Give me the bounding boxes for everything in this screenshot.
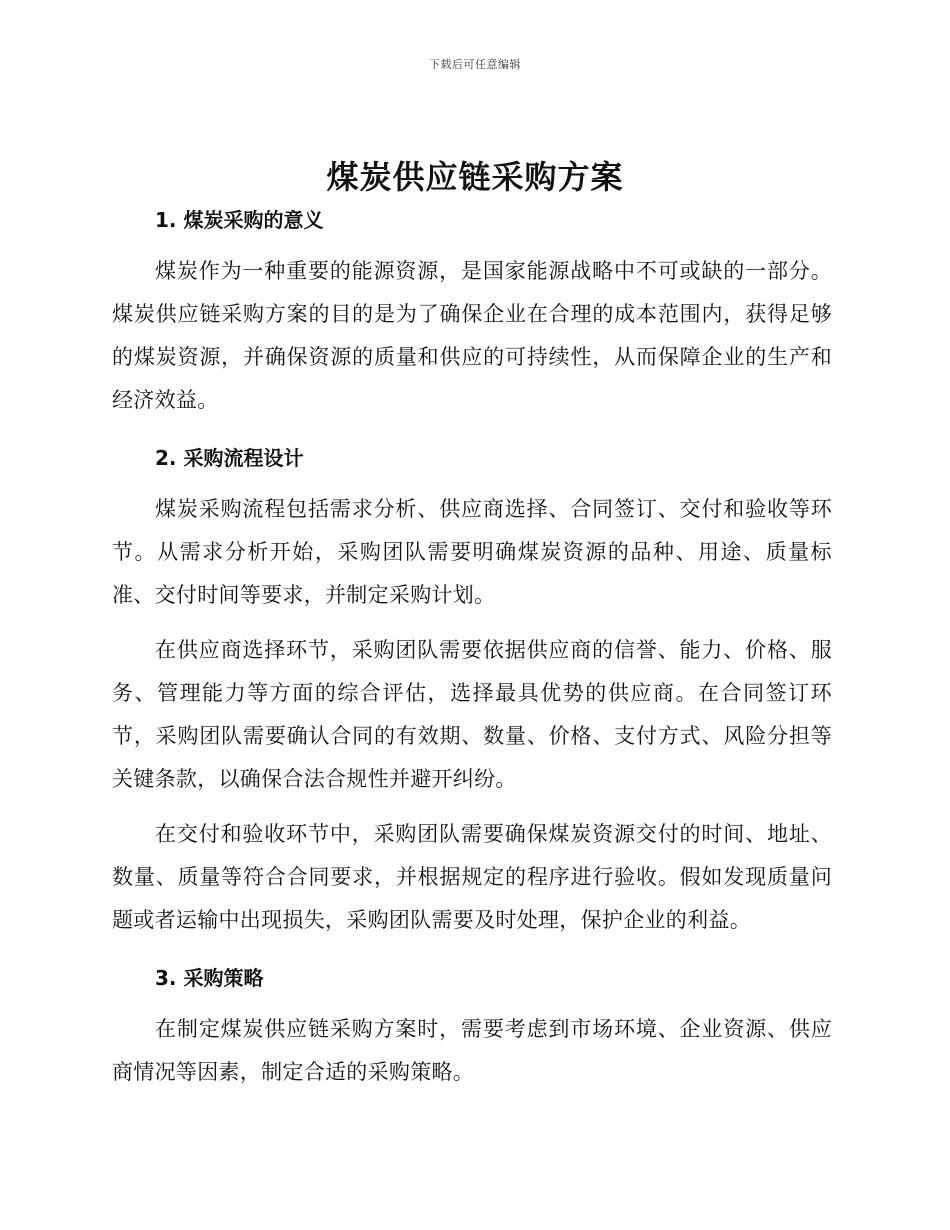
section-heading: 2. 采购流程设计	[155, 446, 304, 470]
section-3	[112, 960, 832, 1094]
section-1	[112, 202, 832, 422]
document-body	[112, 202, 832, 1094]
section-heading: 1. 煤炭采购的意义	[155, 208, 324, 232]
section-heading: 3. 采购策略	[155, 966, 264, 990]
paragraph: 在交付和验收环节中，采购团队需要确保煤炭资源交付的时间、地址、数量、质量等符合合同要求，并根据规定的程序进行验收。假如发现质量问题或者运输中出现损失，采购团队需要及时处理，保护企业的利益。	[112, 822, 832, 932]
paragraph: 在供应商选择环节，采购团队需要依据供应商的信誉、能力、价格、服务、管理能力等方面的综合评估，选择最具优势的供应商。在合同签订环节，采购团队需要确认合同的有效期、数量、价格、支付方式、风险分担等关键条款，以确保合法合规性并避开纠纷。	[112, 638, 832, 791]
paragraph: 在制定煤炭供应链采购方案时，需要考虑到市场环境、企业资源、供应商情况等因素，制定合适的采购策略。	[112, 1017, 832, 1084]
header-note: 下载后可任意编辑	[429, 58, 521, 71]
paragraph: 煤炭采购流程包括需求分析、供应商选择、合同签订、交付和验收等环节。从需求分析开始，采购团队需要明确煤炭资源的品种、用途、质量标准、交付时间等要求，并制定采购计划。	[112, 497, 832, 607]
paragraph: 煤炭作为一种重要的能源资源，是国家能源战略中不可或缺的一部分。煤炭供应链采购方案的目的是为了确保企业在合理的成本范围内，获得足够的煤炭资源，并确保资源的质量和供应的可持续性，从而保障企业的生产和经济效益。	[112, 259, 832, 412]
document-title: 煤炭供应链采购方案	[326, 158, 624, 196]
section-2	[112, 440, 832, 942]
